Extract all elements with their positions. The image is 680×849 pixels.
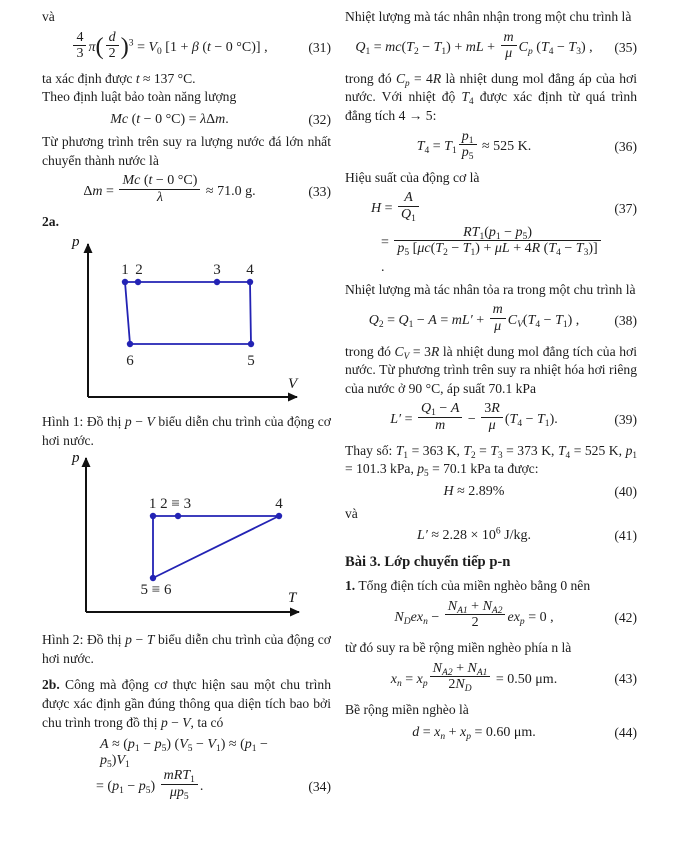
equation-44-body: $d = x_n + x_p = 0.60$ μm. [412, 724, 536, 742]
equation-39 [345, 403, 637, 436]
equation-38 [345, 304, 637, 337]
equation-43 [345, 660, 637, 696]
paragraph-tu-phuong-trinh: Từ phương trình trên suy ra lượng nước đá lớn nhất chuyển thành nước là [42, 134, 331, 168]
paragraph-trong-do-cp: trong đó $C_p = 4R$ là nhiệt dung mol đẳng áp của hơi nước. Với nhiệt độ $T_4$ được xác định từ quá trình đẳng tích 4 → 5: [345, 70, 637, 124]
equation-41-body: $L' \approx 2.28 \times 10^6$ J/kg. [416, 526, 532, 544]
equation-41 [345, 528, 637, 544]
paragraph-va: và [42, 9, 55, 24]
figure-2-caption: Hình 2: Đồ thị p − T biểu diễn chu trình của động cơ hơi nước. [42, 632, 331, 666]
equation-33 [42, 175, 331, 208]
paragraph-va-right: và [345, 505, 358, 521]
equation-34-line1: $A \approx (p_1 - p_5) (V_5 - V_1) \approx (p_1 - p_5)V_1$ [100, 737, 268, 771]
paragraph-theo-dinh-luat: Theo định luật bảo toàn năng lượng [42, 89, 237, 105]
equation-43-number: (43) [614, 671, 637, 687]
paragraph-be-rong-mien-ngheo: Bề rộng miền nghèo là [345, 702, 469, 718]
left-column [42, 0, 331, 808]
equation-41-number: (41) [614, 528, 637, 544]
equation-31-number: (31) [308, 40, 331, 56]
svg-text:1: 1 [121, 262, 129, 279]
svg-text:3: 3 [213, 262, 221, 279]
equation-32-number: (32) [308, 112, 331, 128]
svg-text:p: p [72, 234, 80, 251]
equation-44 [345, 725, 637, 741]
svg-text:p: p [72, 450, 80, 467]
paragraph-bai3-1: 1. Tổng điện tích của miền nghèo bằng 0 nên [345, 578, 591, 594]
paragraph-thay-so: Thay số: $T_1 = 363$ K, $T_2 = T_3 = 373$ K, $T_4 = 525$ K, $p_1 = 101.3$ kPa, $p_5 = 70.1$ kPa ta được: [345, 442, 637, 478]
paragraph-suy-ra-be-rong: từ đó suy ra bề rộng miền nghèo phía n là [345, 640, 572, 656]
pv-diagram-canvas [64, 232, 331, 409]
svg-text:1 2 ≡ 3: 1 2 ≡ 3 [148, 496, 192, 513]
paragraph-2b: 2b. Công mà động cơ thực hiện sau một chu trình được xác định gần đúng thông qua diện tích bao bởi chu trình trong đồ thị p − V, ta có [42, 677, 331, 730]
equation-36-body: $T_4 = T_1$ $\frac{p_1}{p_5}$ ≈ 525 K. [416, 128, 532, 162]
svg-text:2: 2 [135, 262, 143, 279]
section-heading-bai3: Bài 3. Lớp chuyển tiếp p-n [345, 554, 511, 571]
equation-35-number: (35) [614, 40, 637, 56]
equation-37-number: (37) [614, 201, 637, 217]
equation-42-number: (42) [614, 609, 637, 625]
equation-34-number: (34) [308, 778, 331, 794]
equation-32-body: Mc (t − 0 °C) = λΔm. [110, 112, 229, 128]
equation-40-body: H ≈ 2.89% [443, 483, 505, 499]
svg-text:5: 5 [247, 353, 255, 370]
svg-text:T: T [288, 590, 297, 607]
equation-31 [42, 29, 331, 65]
equation-35 [345, 29, 637, 65]
equation-38-number: (38) [614, 313, 637, 328]
equation-39-number: (39) [614, 412, 637, 428]
equation-33-number: (33) [308, 183, 331, 199]
equation-33-body: Δm = $\frac{Mc (t - 0 ^\circ C)}{\lambda}$ ≈ 71.0 g. [83, 173, 256, 205]
equation-34 [42, 737, 331, 803]
paragraph-nhiet-luong-toa: Nhiệt lượng mà tác nhân tỏa ra trong một chu trình là [345, 281, 636, 297]
equation-34-line2: = $(p_1 - p_5)$ $\frac{mRT_1}{\mu p_5}$ . [96, 768, 204, 802]
equation-37 [345, 192, 637, 275]
paragraph-2a: 2a. [42, 214, 59, 230]
equation-31-body: $\frac{4}{3}$ π( $\frac{d}{2}$ )$^3 = V_0$ [1 + β (t − 0 °C)] , [71, 40, 267, 55]
equation-44-number: (44) [614, 724, 637, 740]
paragraph-nhiet-luong-nhan: Nhiệt lượng mà tác nhân nhận trong một chu trình là [345, 9, 632, 24]
paragraph-hieu-suat: Hiệu suất của động cơ là [345, 169, 480, 185]
svg-text:V: V [288, 376, 298, 393]
figure-1-pv-diagram [42, 232, 331, 450]
equation-43-body: $x_n = x_p$ $\frac{N_{A2} + N_{A1}}{2N_D}$ = 0.50 μm. [390, 660, 558, 695]
figure-2-pt-diagram [42, 450, 331, 668]
equation-37-line1: H = $\frac{A}{Q_1}$ [371, 201, 421, 216]
svg-text:6: 6 [126, 353, 134, 370]
paragraph-t137: ta xác định được t ≈ 137 °C. [42, 70, 196, 86]
equation-40-number: (40) [614, 483, 637, 499]
equation-40 [345, 484, 637, 500]
equation-35-body: $Q_1 = mc(T_2 - T_1)$ + mL + $\frac{m}{\mu}$ $C_p$ $(T_4 - T_3)$ , [355, 29, 593, 61]
pt-diagram-canvas [64, 450, 331, 627]
svg-text:4: 4 [246, 262, 254, 279]
equation-42 [345, 601, 637, 634]
paragraph-trong-do-cv: trong đó $C_V = 3R$ là nhiệt dung mol đẳng tích của hơi nước. Từ phương trình trên suy ra nhiệt hóa hơi riêng của nước ở 90 °C, áp suất 70.1 kPa [345, 343, 637, 396]
equation-37-line2: = $\frac{RT_1(p_1 - p_5)}{p_5 [\mu c(T_2 - T_1) + \mu L + 4R (T_4 - T_3)]}$ . [381, 235, 603, 274]
equation-39-body: L′ = $\frac{Q_1 - A}{m}$ − $\frac{3R}{\mu}$ $(T_4 - T_1)$. [390, 401, 558, 433]
equation-32 [42, 112, 331, 128]
right-column [345, 0, 637, 746]
figure-1-caption: Hình 1: Đồ thị p − V biểu diễn chu trình của động cơ hơi nước. [42, 414, 331, 448]
equation-38-body: $Q_2 = Q_1 - A = mL'$ + $\frac{m}{\mu}$ $C_V(T_4 - T_1)$ , [368, 302, 580, 334]
svg-text:4: 4 [275, 496, 283, 513]
equation-36-number: (36) [614, 139, 637, 155]
equation-36 [345, 128, 637, 164]
equation-42-body: $N_Dex_n$ − $\frac{N_{A1} + N_{A2}}{2}$ $ex_p = 0$ , [394, 599, 554, 631]
svg-text:5 ≡ 6: 5 ≡ 6 [140, 582, 172, 599]
